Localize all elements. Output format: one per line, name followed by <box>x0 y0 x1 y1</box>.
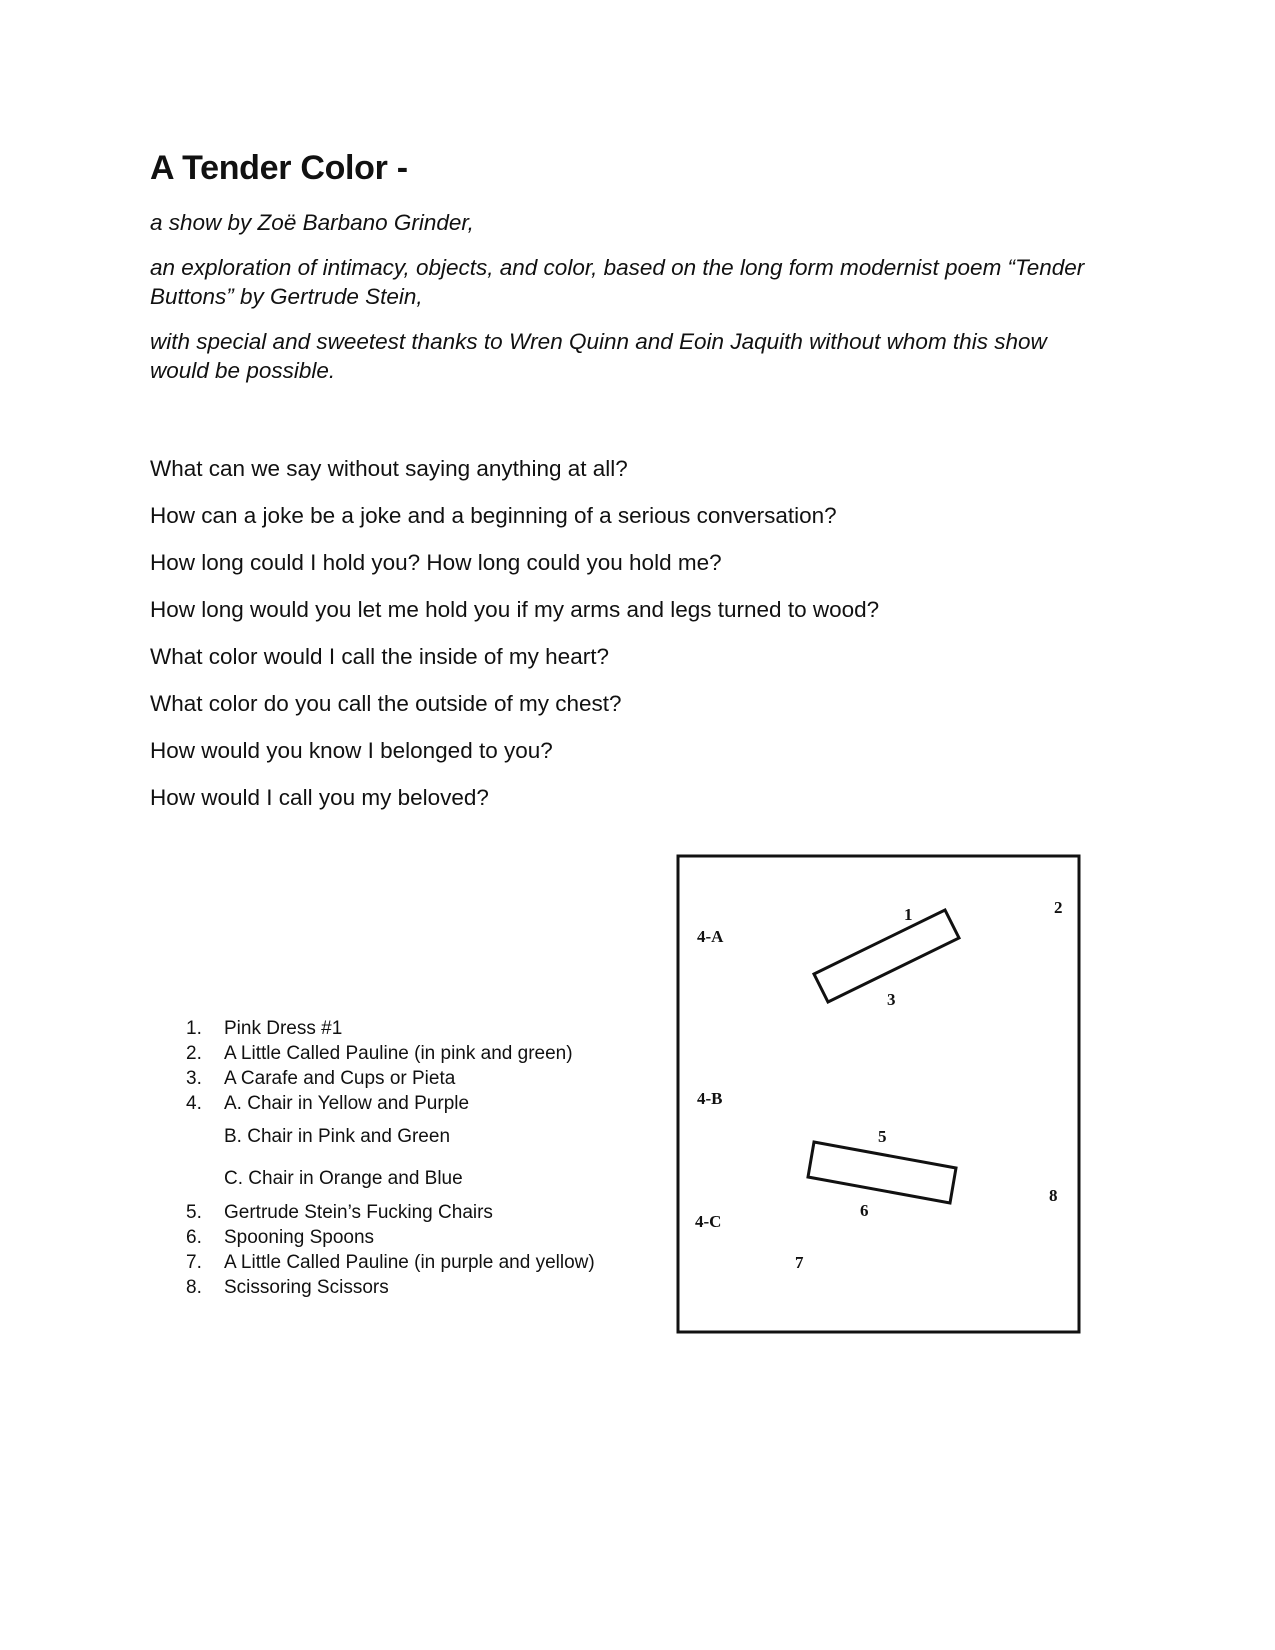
work-sub-item: B. Chair in Pink and Green <box>224 1126 451 1147</box>
plan-label-4c: 4-C <box>695 1212 722 1231</box>
pedestal-lower <box>808 1142 956 1203</box>
intro-byline: a show by Zoë Barbano Grinder, <box>150 210 474 235</box>
work-number: 3. <box>186 1068 202 1089</box>
intro-section <box>150 208 1110 401</box>
plan-label-4a: 4-A <box>697 927 724 946</box>
question-line: What color would I call the inside of my heart? <box>150 644 609 669</box>
floor-plan-diagram <box>676 854 1081 1334</box>
work-item <box>186 1016 656 1041</box>
work-item <box>186 1225 656 1250</box>
question-line: How would you know I belonged to you? <box>150 738 553 763</box>
work-number: 8. <box>186 1277 202 1298</box>
work-title: A Little Called Pauline (in purple and yellow) <box>224 1252 595 1273</box>
work-item <box>186 1275 656 1300</box>
work-number: 2. <box>186 1043 202 1064</box>
work-title: A. Chair in Yellow and Purple <box>224 1093 470 1114</box>
plan-label-1: 1 <box>904 905 913 924</box>
work-number: 1. <box>186 1018 202 1039</box>
work-number: 4. <box>186 1093 202 1114</box>
questions-list <box>150 456 1150 832</box>
work-item <box>186 1200 656 1225</box>
work-title: Pink Dress #1 <box>224 1018 343 1039</box>
plan-label-3: 3 <box>887 990 896 1009</box>
work-item <box>186 1250 656 1275</box>
question-line: What can we say without saying anything at all? <box>150 456 628 481</box>
plan-label-2: 2 <box>1054 898 1063 917</box>
work-title: Scissoring Scissors <box>224 1277 389 1298</box>
work-number: 5. <box>186 1202 202 1223</box>
work-title: A Little Called Pauline (in pink and green) <box>224 1043 573 1064</box>
pedestal-upper <box>814 910 959 1002</box>
question-line: What color do you call the outside of my chest? <box>150 691 622 716</box>
work-sub-item: C. Chair in Orange and Blue <box>224 1168 463 1189</box>
intro-description: an exploration of intimacy, objects, and color, based on the long form modernist poem “Tender Buttons” by Gertrude Stein, <box>150 255 1085 309</box>
work-item <box>186 1041 656 1066</box>
question-line: How can a joke be a joke and a beginning of a serious conversation? <box>150 503 837 528</box>
question-line: How long could I hold you? How long could you hold me? <box>150 550 722 575</box>
plan-label-7: 7 <box>795 1253 804 1272</box>
intro-thanks: with special and sweetest thanks to Wren Quinn and Eoin Jaquith without whom this show would be possible. <box>150 329 1047 383</box>
plan-label-8: 8 <box>1049 1186 1058 1205</box>
work-title: Spooning Spoons <box>224 1227 375 1248</box>
work-number: 7. <box>186 1252 202 1273</box>
plan-label-5: 5 <box>878 1127 887 1146</box>
question-line: How long would you let me hold you if my arms and legs turned to wood? <box>150 597 880 622</box>
works-list <box>186 1016 656 1300</box>
work-number: 6. <box>186 1227 202 1248</box>
work-title: Gertrude Stein’s Fucking Chairs <box>224 1202 493 1223</box>
plan-label-4b: 4-B <box>697 1089 723 1108</box>
page-title: A Tender Color - <box>150 149 408 187</box>
question-line: How would I call you my beloved? <box>150 785 489 810</box>
plan-label-6: 6 <box>860 1201 869 1220</box>
work-title: A Carafe and Cups or Pieta <box>224 1068 456 1089</box>
floor-plan-border <box>678 856 1079 1332</box>
work-item <box>186 1091 656 1116</box>
work-item <box>186 1066 656 1091</box>
